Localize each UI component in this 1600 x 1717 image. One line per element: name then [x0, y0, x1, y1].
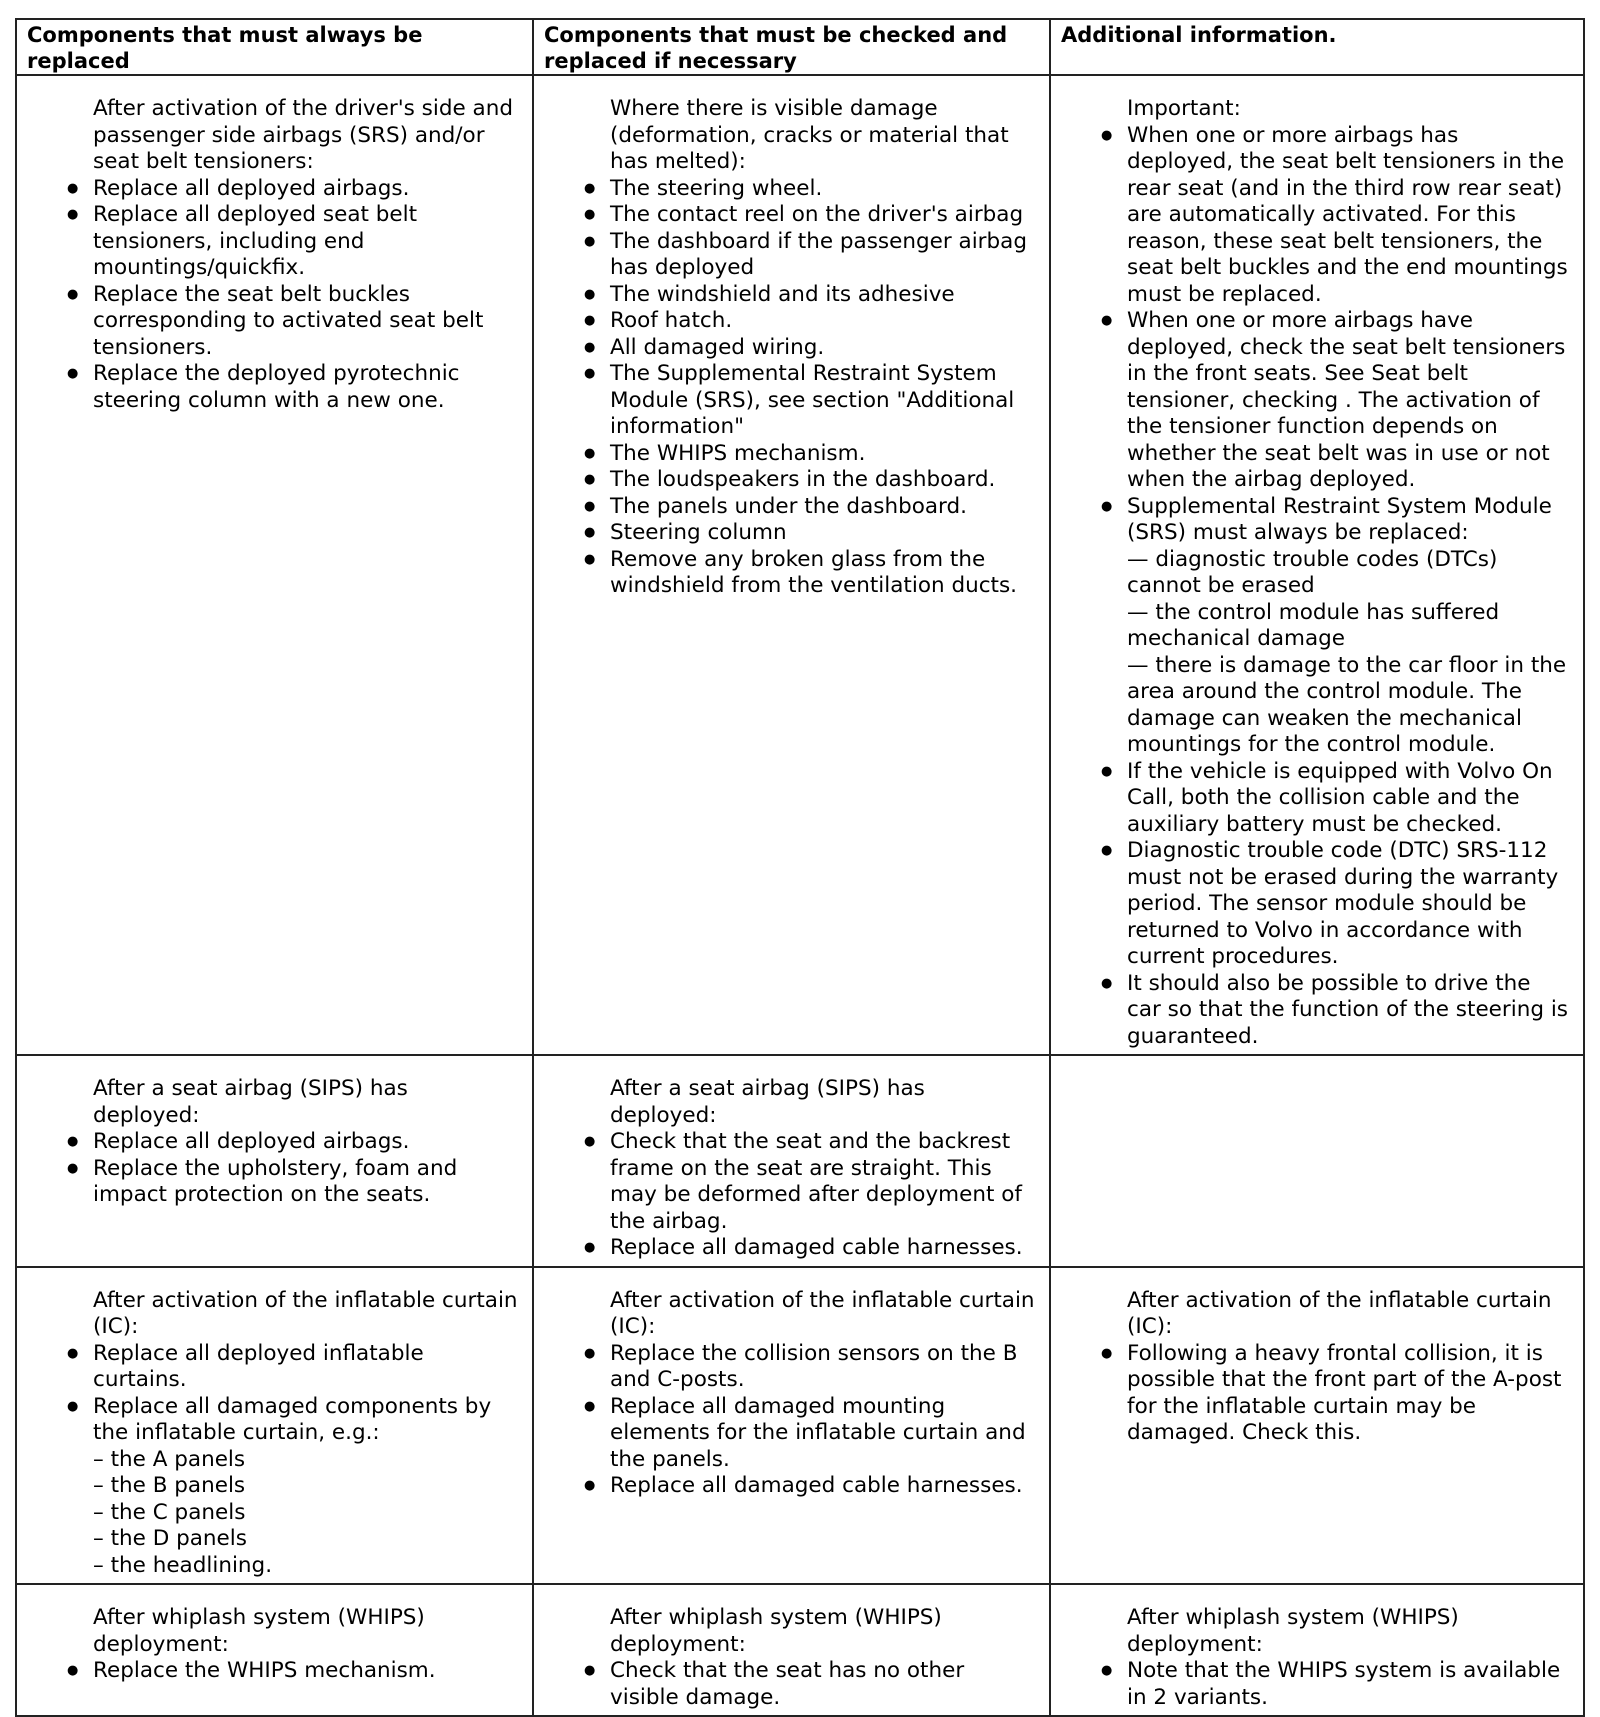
list-item: ● Roof hatch. [610, 308, 1037, 335]
list-item: ● The windshield and its adhesive [610, 282, 1037, 309]
list-item: ● Check that the seat has no other visible damage. [610, 1658, 1037, 1711]
table-row [16, 75, 1584, 1055]
cell-intro: After activation of the inflatable curtain (IC): [93, 1287, 518, 1339]
cell-intro: After whiplash system (WHIPS) deployment: [1127, 1605, 1459, 1657]
bullet-list [610, 1341, 1037, 1500]
list-item: ● The WHIPS mechanism. [610, 441, 1037, 468]
list-item: ● When one or more airbags have deployed, check the seat belt tensioners in the front seats. See Seat belt tensioner, checking . The activation of the tensioner function depends on whether the seat belt was in use or not when the airbag deployed. [1127, 308, 1571, 494]
sub-item: — the control module has suffered mechanical damage [1127, 599, 1500, 651]
header-always-replaced: Components that must always be replaced [16, 19, 533, 75]
table-row [16, 1584, 1584, 1716]
list-item-text: Supplemental Restraint System Module (SRS) must always be replaced: [1127, 493, 1552, 545]
list-item: ● Replace the upholstery, foam and impact protection on the seats. [93, 1156, 520, 1209]
list-item: ● Replace all deployed inflatable curtains. [93, 1341, 520, 1394]
cell-additional-info-empty [1050, 1055, 1584, 1267]
list-item: ● The panels under the dashboard. [610, 494, 1037, 521]
list-item [1127, 494, 1571, 759]
cell-intro: Important: [1127, 96, 1241, 121]
list-item: ● Steering column [610, 520, 1037, 547]
bullet-list [1127, 123, 1571, 1051]
cell-intro: After whiplash system (WHIPS) deployment: [610, 1605, 942, 1657]
cell-additional-info [1050, 1267, 1584, 1585]
list-item: ● The steering wheel. [610, 176, 1037, 203]
cell-intro: After activation of the driver's side and passenger side airbags (SRS) and/or seat belt tensioners: [93, 96, 513, 174]
cell-additional-info [1050, 75, 1584, 1055]
cell-intro: After activation of the inflatable curtain (IC): [610, 1287, 1035, 1339]
list-item: ● Replace the seat belt buckles corresponding to activated seat belt tensioners. [93, 282, 520, 362]
list-item: ● Replace all damaged mounting elements for the inflatable curtain and the panels. [610, 1394, 1037, 1474]
cell-intro: After a seat airbag (SIPS) has deployed: [93, 1076, 408, 1128]
list-item: ● The dashboard if the passenger airbag has deployed [610, 229, 1037, 282]
list-item [93, 1394, 520, 1580]
cell-intro: After a seat airbag (SIPS) has deployed: [610, 1076, 925, 1128]
bullet-list [610, 176, 1037, 600]
list-item: ● Replace all damaged cable harnesses. [610, 1473, 1037, 1500]
list-item: ● It should also be possible to drive the car so that the function of the steering is guaranteed. [1127, 971, 1571, 1051]
sub-item: — diagnostic trouble codes (DTCs) cannot be erased [1127, 546, 1498, 598]
cell-check-and-replace [533, 75, 1050, 1055]
list-item: ● Diagnostic trouble code (DTC) SRS-112 must not be erased during the warranty period. The sensor module should be returned to Volvo in accordance with current procedures. [1127, 838, 1571, 971]
cell-intro: After activation of the inflatable curtain (IC): [1127, 1287, 1552, 1339]
table-row [16, 1267, 1584, 1585]
header-row [16, 19, 1584, 75]
sub-item: — there is damage to the car floor in the area around the control module. The damage can weaken the mechanical mountings for the control module. [1127, 652, 1567, 757]
bullet-list [1127, 1658, 1571, 1711]
cell-check-and-replace [533, 1584, 1050, 1716]
list-item: ● Replace the collision sensors on the B and C-posts. [610, 1341, 1037, 1394]
sub-item: – the C panels [93, 1499, 246, 1525]
srs-replacement-table [15, 18, 1585, 1717]
list-item: ● Check that the seat and the backrest frame on the seat are straight. This may be deformed after deployment of the airbag. [610, 1129, 1037, 1235]
sub-item: – the A panels [93, 1446, 246, 1472]
header-additional-info: Additional information. [1050, 19, 1584, 75]
bullet-list [93, 1129, 520, 1209]
list-item: ● Replace all damaged cable harnesses. [610, 1235, 1037, 1262]
list-item: ● Replace all deployed airbags. [93, 176, 520, 203]
bullet-list [93, 1341, 520, 1580]
list-item: ● The Supplemental Restraint System Module (SRS), see section "Additional information" [610, 361, 1037, 441]
cell-intro: After whiplash system (WHIPS) deployment: [93, 1605, 425, 1657]
cell-additional-info [1050, 1584, 1584, 1716]
list-item-text: Replace all damaged components by the inflatable curtain, e.g.: [93, 1393, 492, 1445]
list-item: ● Replace the WHIPS mechanism. [93, 1658, 520, 1685]
cell-always-replaced [16, 75, 533, 1055]
list-item: ● All damaged wiring. [610, 335, 1037, 362]
bullet-list [93, 1658, 520, 1685]
list-item: ● Note that the WHIPS system is available in 2 variants. [1127, 1658, 1571, 1711]
bullet-list [610, 1658, 1037, 1711]
list-item: ● Remove any broken glass from the windshield from the ventilation ducts. [610, 547, 1037, 600]
cell-always-replaced [16, 1584, 533, 1716]
cell-always-replaced [16, 1055, 533, 1267]
cell-intro: Where there is visible damage (deformation, cracks or material that has melted): [610, 96, 1009, 174]
cell-check-and-replace [533, 1055, 1050, 1267]
sub-item: – the B panels [93, 1473, 246, 1498]
list-item: ● Replace all deployed airbags. [93, 1129, 520, 1156]
list-item: ● Replace the deployed pyrotechnic steering column with a new one. [93, 361, 520, 414]
header-check-and-replace: Components that must be checked and replaced if necessary [533, 19, 1050, 75]
list-item: ● Following a heavy frontal collision, it is possible that the front part of the A-post for the inflatable curtain may be damaged. Check this. [1127, 1341, 1571, 1447]
cell-always-replaced [16, 1267, 533, 1585]
bullet-list [93, 176, 520, 415]
table-row [16, 1055, 1584, 1267]
sub-item: – the D panels [93, 1526, 247, 1551]
cell-check-and-replace [533, 1267, 1050, 1585]
list-item: ● If the vehicle is equipped with Volvo On Call, both the collision cable and the auxiliary battery must be checked. [1127, 759, 1571, 839]
list-item: ● The loudspeakers in the dashboard. [610, 467, 1037, 494]
list-item: ● When one or more airbags has deployed, the seat belt tensioners in the rear seat (and in the third row rear seat) are automatically activated. For this reason, these seat belt tensioners, the seat belt buckles and the end mountings must be replaced. [1127, 123, 1571, 309]
bullet-list [1127, 1341, 1571, 1447]
bullet-list [610, 1129, 1037, 1262]
list-item: ● Replace all deployed seat belt tensioners, including end mountings/quickfix. [93, 202, 520, 282]
sub-item: – the headlining. [93, 1552, 273, 1578]
list-item: ● The contact reel on the driver's airbag [610, 202, 1037, 229]
